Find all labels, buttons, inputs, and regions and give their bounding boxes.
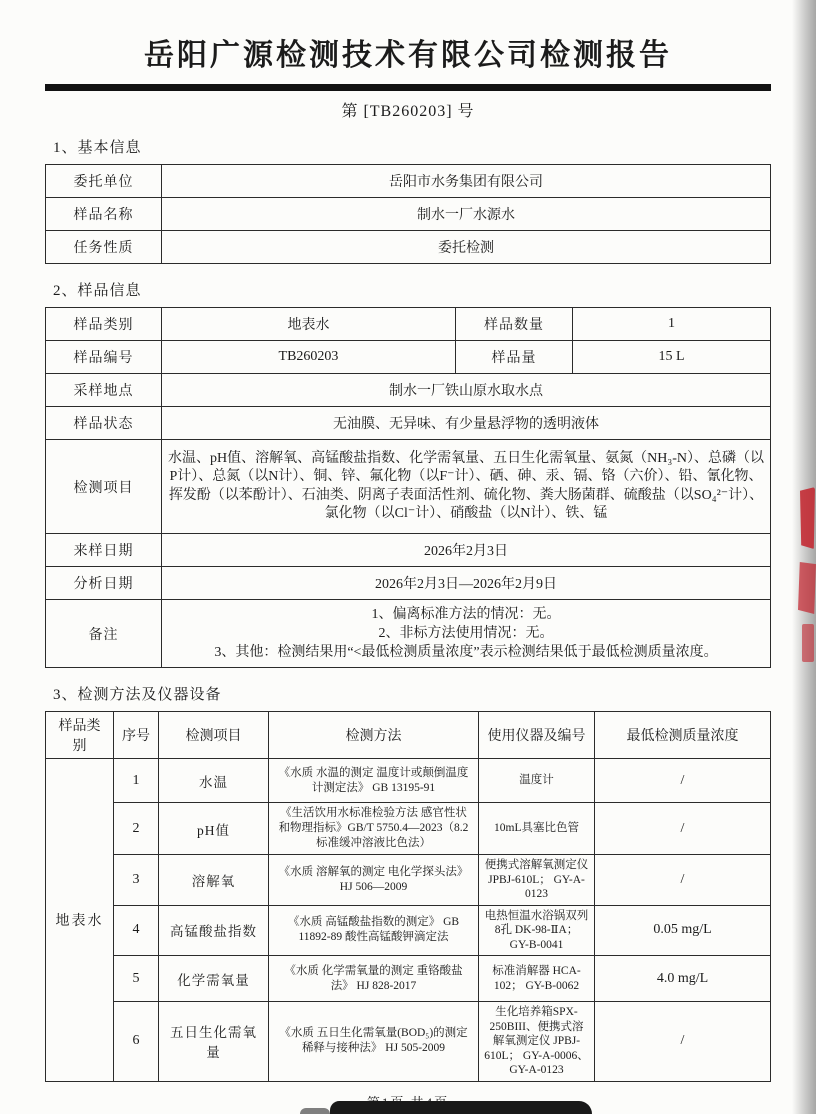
row-value: TB260203 <box>162 341 456 374</box>
section-heading-methods: 3、检测方法及仪器设备 <box>53 687 222 703</box>
seq-cell: 4 <box>114 905 159 956</box>
row-label: 采样地点 <box>46 374 162 407</box>
row-label: 检测项目 <box>46 440 162 534</box>
table-row <box>46 534 771 567</box>
remark-line: 2、非标方法使用情况：无。 <box>378 626 554 641</box>
row-label: 样品数量 <box>456 308 573 341</box>
item-cell: 溶解氧 <box>159 855 269 906</box>
row-value: 15 L <box>573 341 771 374</box>
table-row <box>46 374 771 407</box>
column-header: 最低检测质量浓度 <box>595 712 771 759</box>
row-label: 委托单位 <box>46 165 162 198</box>
table-row <box>46 308 771 341</box>
row-label: 备注 <box>46 600 162 668</box>
sample-category-cell: 地表水 <box>46 759 114 1082</box>
scan-blot-artifact <box>300 1108 330 1114</box>
table-row <box>46 1002 771 1082</box>
table-row <box>46 407 771 440</box>
column-header: 样品类别 <box>46 712 114 759</box>
item-cell: 五日生化需氧量 <box>159 1002 269 1082</box>
table-row <box>46 231 771 264</box>
instrument-cell: 便携式溶解氧测定仪 JPBJ-610L； GY-A-0123 <box>479 855 595 906</box>
row-label: 来样日期 <box>46 534 162 567</box>
lod-cell: / <box>595 1002 771 1082</box>
red-stamp-fragment <box>802 624 814 662</box>
table-row <box>46 759 771 803</box>
methods-table <box>45 711 771 1082</box>
item-cell: pH值 <box>159 803 269 855</box>
sample-info-table <box>45 307 771 668</box>
row-value: 岳阳市水务集团有限公司 <box>162 165 771 198</box>
item-cell: 水温 <box>159 759 269 803</box>
seq-cell: 2 <box>114 803 159 855</box>
method-cell: 《水质 五日生化需氧量(BOD₅)的测定 稀释与接种法》 HJ 505-2009 <box>269 1002 479 1082</box>
method-cell: 《水质 化学需氧量的测定 重铬酸盐法》 HJ 828-2017 <box>269 956 479 1002</box>
table-row <box>46 341 771 374</box>
section-heading-basic-info: 1、基本信息 <box>53 140 142 156</box>
remark-value <box>162 600 771 668</box>
row-value: 2026年2月3日 <box>162 534 771 567</box>
table-row <box>46 440 771 534</box>
instrument-cell: 电热恒温水浴锅双列8孔 DK-98-ⅡA； GY-B-0041 <box>479 905 595 956</box>
table-row <box>46 165 771 198</box>
row-value: 委托检测 <box>162 231 771 264</box>
report-title: 岳阳广源检测技术有限公司检测报告 <box>144 39 672 72</box>
row-label: 任务性质 <box>46 231 162 264</box>
report-number: 第 [TB260203] 号 <box>341 103 475 120</box>
red-stamp-fragment <box>798 562 816 614</box>
seq-cell: 5 <box>114 956 159 1002</box>
test-items-value: 水温、pH值、溶解氧、高锰酸盐指数、化学需氧量、五日生化需氧量、氨氮（NH₃-N）、总磷（以P计）、总氮（以N计）、铜、锌、氟化物（以F⁻计）、硒、砷、汞、镉、铬（六价）、铅、氰化物、挥发酚（以苯酚计）、石油类、阴离子表面活性剂、硫化物、粪大肠菌群、硫酸盐（以SO₄²⁻计）、氯化物（以Cl⁻计）、硝酸盐（以N计）、铁、锰 <box>162 440 771 534</box>
section-heading-sample-info: 2、样品信息 <box>53 283 142 299</box>
scan-blot-artifact <box>330 1101 592 1114</box>
scan-edge-artifact <box>792 0 816 1114</box>
row-value: 1 <box>573 308 771 341</box>
report-content <box>45 36 771 1111</box>
row-label: 样品类别 <box>46 308 162 341</box>
method-cell: 《水质 高锰酸盐指数的测定》 GB 11892-89 酸性高锰酸钾滴定法 <box>269 905 479 956</box>
table-row <box>46 803 771 855</box>
title-underline <box>45 84 771 91</box>
row-label: 样品量 <box>456 341 573 374</box>
row-value: 地表水 <box>162 308 456 341</box>
instrument-cell: 10mL具塞比色管 <box>479 803 595 855</box>
row-value: 无油膜、无异味、有少量悬浮物的透明液体 <box>162 407 771 440</box>
method-cell: 《生活饮用水标准检验方法 感官性状和物理指标》GB/T 5750.4—2023（8.2标准缓冲溶液比色法） <box>269 803 479 855</box>
table-row <box>46 198 771 231</box>
seq-cell: 1 <box>114 759 159 803</box>
table-row <box>46 567 771 600</box>
method-cell: 《水质 水温的测定 温度计或颠倒温度计测定法》 GB 13195-91 <box>269 759 479 803</box>
seq-cell: 6 <box>114 1002 159 1082</box>
column-header: 序号 <box>114 712 159 759</box>
item-cell: 化学需氧量 <box>159 956 269 1002</box>
row-label: 样品状态 <box>46 407 162 440</box>
row-value: 制水一厂水源水 <box>162 198 771 231</box>
seq-cell: 3 <box>114 855 159 906</box>
table-row <box>46 600 771 668</box>
lod-cell: 0.05 mg/L <box>595 905 771 956</box>
lod-cell: 4.0 mg/L <box>595 956 771 1002</box>
method-cell: 《水质 溶解氧的测定 电化学探头法》 HJ 506—2009 <box>269 855 479 906</box>
table-header-row <box>46 712 771 759</box>
item-cell: 高锰酸盐指数 <box>159 905 269 956</box>
remark-line: 1、偏离标准方法的情况：无。 <box>371 607 561 622</box>
remark-line: 3、其他：检测结果用“<最低检测质量浓度”表示检测结果低于最低检测质量浓度。 <box>214 645 718 660</box>
table-row <box>46 956 771 1002</box>
row-value: 制水一厂铁山原水取水点 <box>162 374 771 407</box>
lod-cell: / <box>595 803 771 855</box>
lod-cell: / <box>595 855 771 906</box>
row-label: 样品编号 <box>46 341 162 374</box>
instrument-cell: 温度计 <box>479 759 595 803</box>
lod-cell: / <box>595 759 771 803</box>
red-stamp-fragment <box>800 487 815 549</box>
row-label: 分析日期 <box>46 567 162 600</box>
row-value: 2026年2月3日—2026年2月9日 <box>162 567 771 600</box>
column-header: 检测方法 <box>269 712 479 759</box>
basic-info-table <box>45 164 771 264</box>
row-label: 样品名称 <box>46 198 162 231</box>
column-header: 检测项目 <box>159 712 269 759</box>
instrument-cell: 标准消解器 HCA-102； GY-B-0062 <box>479 956 595 1002</box>
column-header: 使用仪器及编号 <box>479 712 595 759</box>
table-row <box>46 855 771 906</box>
instrument-cell: 生化培养箱SPX-250BIII、便携式溶解氧测定仪 JPBJ-610L； GY-A-0006、GY-A-0123 <box>479 1002 595 1082</box>
table-row <box>46 905 771 956</box>
